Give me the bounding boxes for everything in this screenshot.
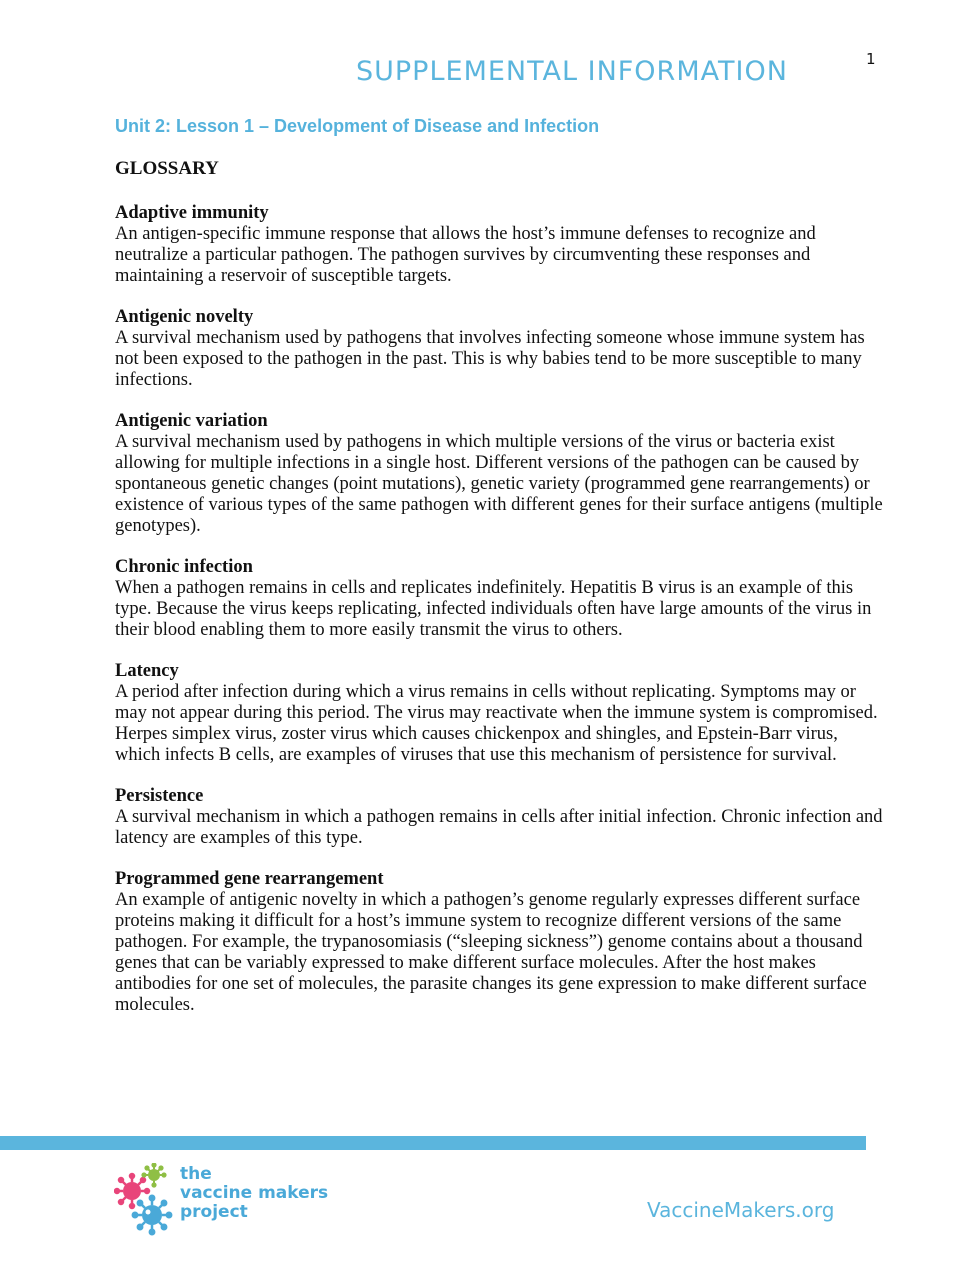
glossary-definition: When a pathogen remains in cells and replicates indefinitely. Hepatitis B virus is an example of this type. Because the virus keeps replicating, infected individuals often have large amounts of the virus in their blood enabling them to more easily transmit the virus to others.	[115, 578, 872, 640]
glossary-definition: An antigen-specific immune response that allows the host’s immune defenses to recognize and neutralize a particular pathogen. The pathogen survives by circumventing these responses and maintaining a reservoir of susceptible targets.	[115, 224, 816, 286]
website-url-link[interactable]: VaccineMakers.org	[647, 1198, 835, 1222]
glossary-entry	[115, 411, 885, 537]
glossary-definition: A period after infection during which a virus remains in cells without replicating. Symptoms may or may not appear during this period. The virus may reactivate when the immune system is compromised. Herpes simplex virus, zoster virus which causes chickenpox and shingles, and Epstein-Barr virus, which infects B cells, are examples of viruses that use this mechanism of persistence for survival.	[115, 682, 878, 765]
glossary-term: Programmed gene rearrangement	[115, 869, 384, 889]
glossary-definition: A survival mechanism used by pathogens that involves infecting someone whose immune system has not been exposed to the pathogen in the past. This is why babies tend to be more susceptible to many infections.	[115, 328, 865, 390]
glossary-list	[115, 203, 885, 1036]
logo-wordmark	[180, 1165, 328, 1222]
document-header-title: SUPPLEMENTAL INFORMATION	[356, 56, 788, 87]
glossary-entry	[115, 786, 885, 849]
logo-line-the: the	[180, 1164, 212, 1184]
page-number: 1	[866, 50, 876, 68]
glossary-term: Persistence	[115, 786, 204, 806]
logo-line-project: project	[180, 1202, 248, 1222]
glossary-definition: A survival mechanism used by pathogens in which multiple versions of the virus or bacteria exist allowing for multiple infections in a single host. Different versions of the pathogen can be caused by spontaneous genetic changes (point mutations), genetic variety (programmed gene rearrangements) or existence of various types of the same pathogen with different genes for their surface antigens (multiple genotypes).	[115, 432, 883, 536]
footer-divider-bar	[0, 1136, 866, 1150]
glossary-definition: An example of antigenic novelty in which a pathogen’s genome regularly expresses different surface proteins making it difficult for a host’s immune system to recognize different versions of the same pathogen. For example, the trypanosomiasis (“sleeping sickness”) genome contains about a thousand genes that can be variably expressed to make different surface molecules. After the host makes antibodies for one set of molecules, the parasite changes its gene expression to make different surface molecules.	[115, 890, 867, 1015]
vaccine-makers-logo	[114, 1163, 354, 1243]
logo-line-vaccine-makers: vaccine makers	[180, 1183, 329, 1203]
virus-cluster-icon	[114, 1163, 178, 1243]
glossary-entry	[115, 661, 885, 766]
glossary-heading: GLOSSARY	[115, 158, 219, 179]
glossary-entry	[115, 869, 885, 1016]
glossary-entry	[115, 557, 885, 641]
glossary-entry	[115, 203, 885, 287]
glossary-term: Latency	[115, 661, 179, 681]
glossary-term: Chronic infection	[115, 557, 253, 577]
glossary-term: Antigenic novelty	[115, 307, 254, 327]
glossary-term: Adaptive immunity	[115, 203, 269, 223]
glossary-entry	[115, 307, 885, 391]
lesson-title: Unit 2: Lesson 1 – Development of Disease and Infection	[115, 116, 600, 136]
glossary-term: Antigenic variation	[115, 411, 268, 431]
glossary-definition: A survival mechanism in which a pathogen remains in cells after initial infection. Chronic infection and latency are examples of this type.	[115, 807, 883, 848]
